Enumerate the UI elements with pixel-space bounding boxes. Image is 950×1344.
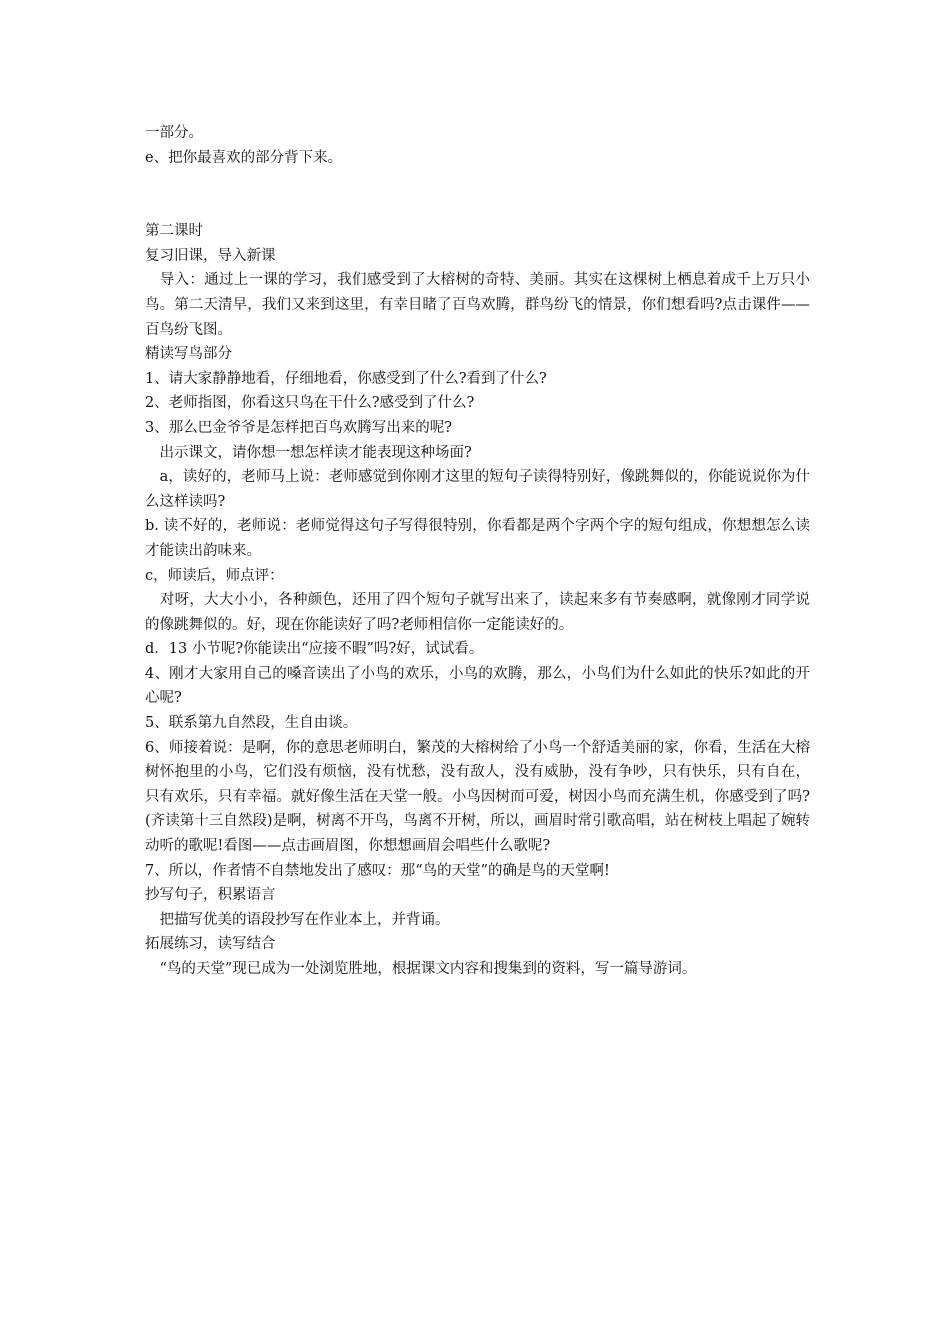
paragraph: c，师读后，师点评： bbox=[145, 567, 284, 584]
paragraph: 4、刚才大家用自己的嗓音读出了小鸟的欢乐，小鸟的欢腾，那么，小鸟们为什么如此的快乐?如此的开心呢? bbox=[145, 665, 810, 707]
section-heading: 精读写鸟部分 bbox=[145, 346, 232, 363]
section-heading: 抄写句子，积累语言 bbox=[145, 887, 276, 904]
paragraph: 5、联系第九自然段，生自由谈。 bbox=[145, 715, 358, 732]
paragraph: 6、师接着说：是啊，你的意思老师明白，繁茂的大榕树给了小鸟一个舒适美丽的家，你看，生活在大榕树怀抱里的小鸟，它们没有烦恼，没有忧愁，没有敌人，没有威胁，没有争吵，只有快乐，只有自在，只有欢乐，只有幸福。就好像生活在天堂一般。小鸟因树而可爱，树因小鸟而充满生机，你感受到了吗?(齐读第十三自然段)是啊，树离不开鸟，鸟离不开树，所以，画眉时常引歌高唱，站在树枝上唱起了婉转动听的歌呢!看图——点击画眉图，你想想画眉会唱些什么歌呢? bbox=[145, 739, 810, 855]
text-block-top bbox=[145, 121, 810, 170]
paragraph: b. 读不好的，老师说：老师觉得这句子写得很特别，你看都是两个字两个字的短句组成，你想想怎么读才能读出韵味来。 bbox=[145, 518, 810, 559]
paragraph: 一部分。 bbox=[145, 125, 203, 141]
paragraph: d．13 小节呢?你能读出“应接不暇”吗?好，试试看。 bbox=[145, 641, 484, 658]
paragraph: e、把你最喜欢的部分背下来。 bbox=[145, 149, 343, 166]
section-heading: 第二课时 bbox=[145, 223, 203, 240]
paragraph: 7、所以，作者情不自禁地发出了感叹：那“鸟的天堂”的确是鸟的天堂啊! bbox=[145, 862, 610, 879]
paragraph: 1、请大家静静地看，仔细地看，你感受到了什么?看到了什么? bbox=[145, 370, 547, 387]
paragraph: 对呀，大大小小，各种颜色，还用了四个短句子就写出来了，读起来多有节奏感啊，就像刚才同学说的像跳舞似的。好，现在你能读好了吗?老师相信你一定能读好的。 bbox=[145, 592, 810, 633]
paragraph: 导入：通过上一课的学习，我们感受到了大榕树的奇特、美丽。其实在这棵树上栖息着成千上万只小鸟。第二天清早，我们又来到这里，有幸目睹了百鸟欢腾，群鸟纷飞的情景，你们想看吗?点击课件——百鸟纷飞图。 bbox=[145, 272, 810, 338]
section-heading: 拓展练习，读写结合 bbox=[145, 936, 276, 953]
paragraph: 2、老师指图，你看这只鸟在干什么?感受到了什么? bbox=[145, 395, 475, 412]
paragraph: “鸟的天堂”现已成为一处浏览胜地，根据课文内容和搜集到的资料，写一篇导游词。 bbox=[145, 961, 697, 977]
paragraph: 出示课文，请你想一想怎样读才能表现这种场面? bbox=[145, 444, 472, 461]
paragraph: 3、那么巴金爷爷是怎样把百鸟欢腾写出来的呢? bbox=[145, 419, 452, 436]
paragraph: 把描写优美的语段抄写在作业本上，并背诵。 bbox=[145, 911, 450, 928]
spacer bbox=[145, 170, 810, 219]
paragraph: a，读好的，老师马上说：老师感觉到你刚才这里的短句子读得特别好，像跳舞似的，你能说说你为什么这样读吗? bbox=[145, 469, 810, 510]
text-block-main bbox=[145, 219, 810, 981]
section-heading: 复习旧课，导入新课 bbox=[145, 247, 276, 264]
